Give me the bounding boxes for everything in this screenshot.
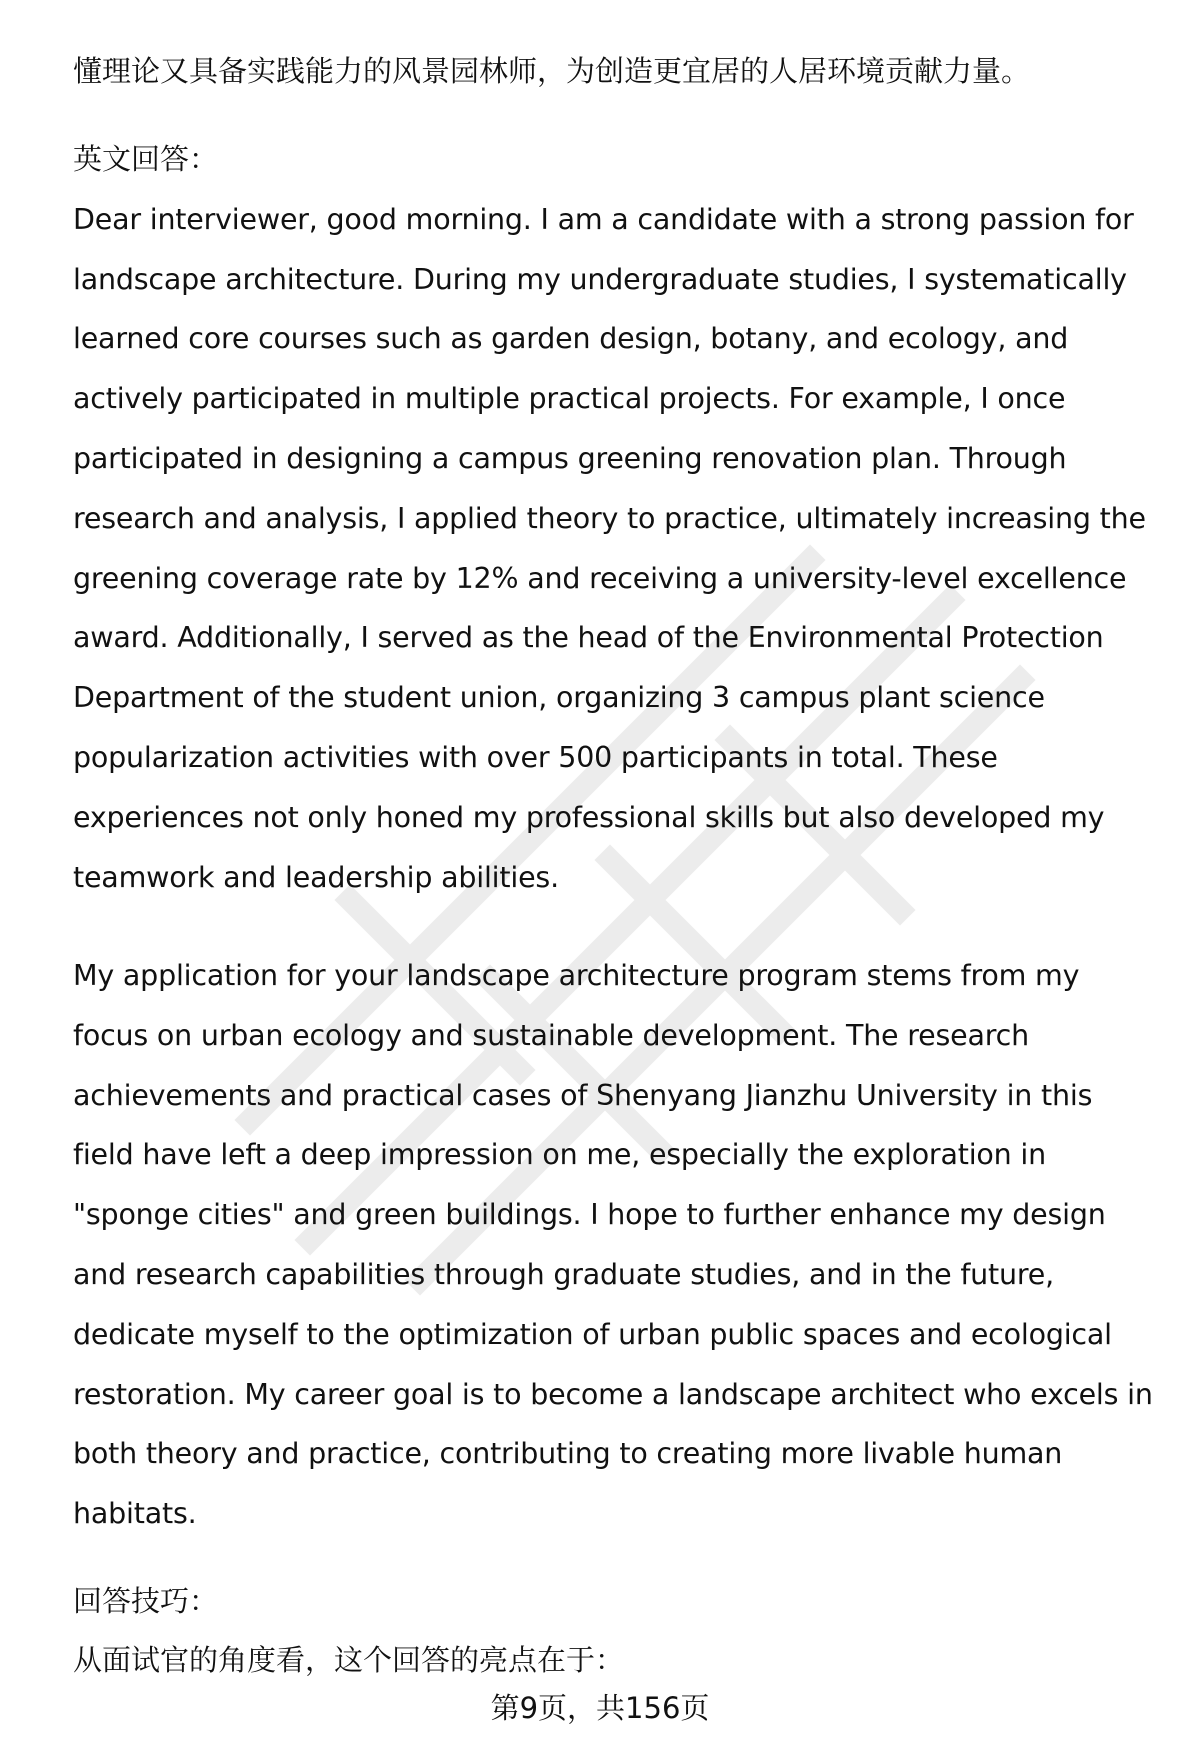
paragraph2-line: focus on urban ecology and sustainable development. The research xyxy=(73,1018,1029,1052)
paragraph1-line: participated in designing a campus greening renovation plan. Through xyxy=(73,441,1067,475)
paragraph2-line: My application for your landscape architecture program stems from my xyxy=(73,959,1080,992)
tips-first-line: 从面试官的角度看，这个回答的亮点在于： xyxy=(73,1642,625,1677)
intro-line: 懂理论又具备实践能力的风景园林师，为创造更宜居的人居环境贡献力量。 xyxy=(73,54,1031,88)
paragraph2-line: habitats. xyxy=(73,1497,197,1531)
intro-block xyxy=(73,42,1163,102)
paragraph1-line: teamwork and leadership abilities. xyxy=(73,860,559,894)
paragraph2-line: "sponge cities" and green buildings. I hope to further enhance my design xyxy=(73,1198,1106,1232)
paragraph1-line: experiences not only honed my professional skills but also developed my xyxy=(73,800,1105,834)
tips-heading: 回答技巧： xyxy=(73,1584,219,1618)
paragraph2-line: and research capabilities through graduate studies, and in the future, xyxy=(73,1257,1054,1291)
paragraph2-line: field have left a deep impression on me, especially the exploration in xyxy=(73,1138,1046,1172)
paragraph2-line: both theory and practice, contributing to creating more livable human xyxy=(73,1437,1063,1471)
paragraph1-line: popularization activities with over 500 participants in total. These xyxy=(73,740,998,774)
paragraph1-line: award. Additionally, I served as the head of the Environmental Protection xyxy=(73,621,1104,655)
paragraph2-line: dedicate myself to the optimization of urban public spaces and ecological xyxy=(73,1317,1112,1351)
paragraph1-line: landscape architecture. During my undergraduate studies, I systematically xyxy=(73,262,1127,296)
paragraph1-line: learned core courses such as garden design, botany, and ecology, and xyxy=(73,322,1069,356)
english-answer-paragraph2 xyxy=(73,946,1163,1544)
paragraph1-line: Department of the student union, organizing 3 campus plant science xyxy=(73,681,1045,715)
paragraph2-line: restoration. My career goal is to become a landscape architect who excels in xyxy=(73,1377,1153,1411)
paragraph1-line: Dear interviewer, good morning. I am a candidate with a strong passion for xyxy=(73,202,1134,236)
page-number-footer: 第9页，共156页 xyxy=(490,1691,710,1725)
english-answer-heading: 英文回答： xyxy=(73,142,219,176)
paragraph1-line: actively participated in multiple practical projects. For example, I once xyxy=(73,382,1066,416)
english-answer-section xyxy=(73,130,1163,907)
paragraph1-line: greening coverage rate by 12% and receiving a university-level excellence xyxy=(73,561,1127,595)
paragraph1-line: research and analysis, I applied theory to practice, ultimately increasing the xyxy=(73,501,1146,535)
paragraph2-line: achievements and practical cases of Shenyang Jianzhu University in this xyxy=(73,1078,1093,1112)
tips-section xyxy=(73,1572,1163,1688)
